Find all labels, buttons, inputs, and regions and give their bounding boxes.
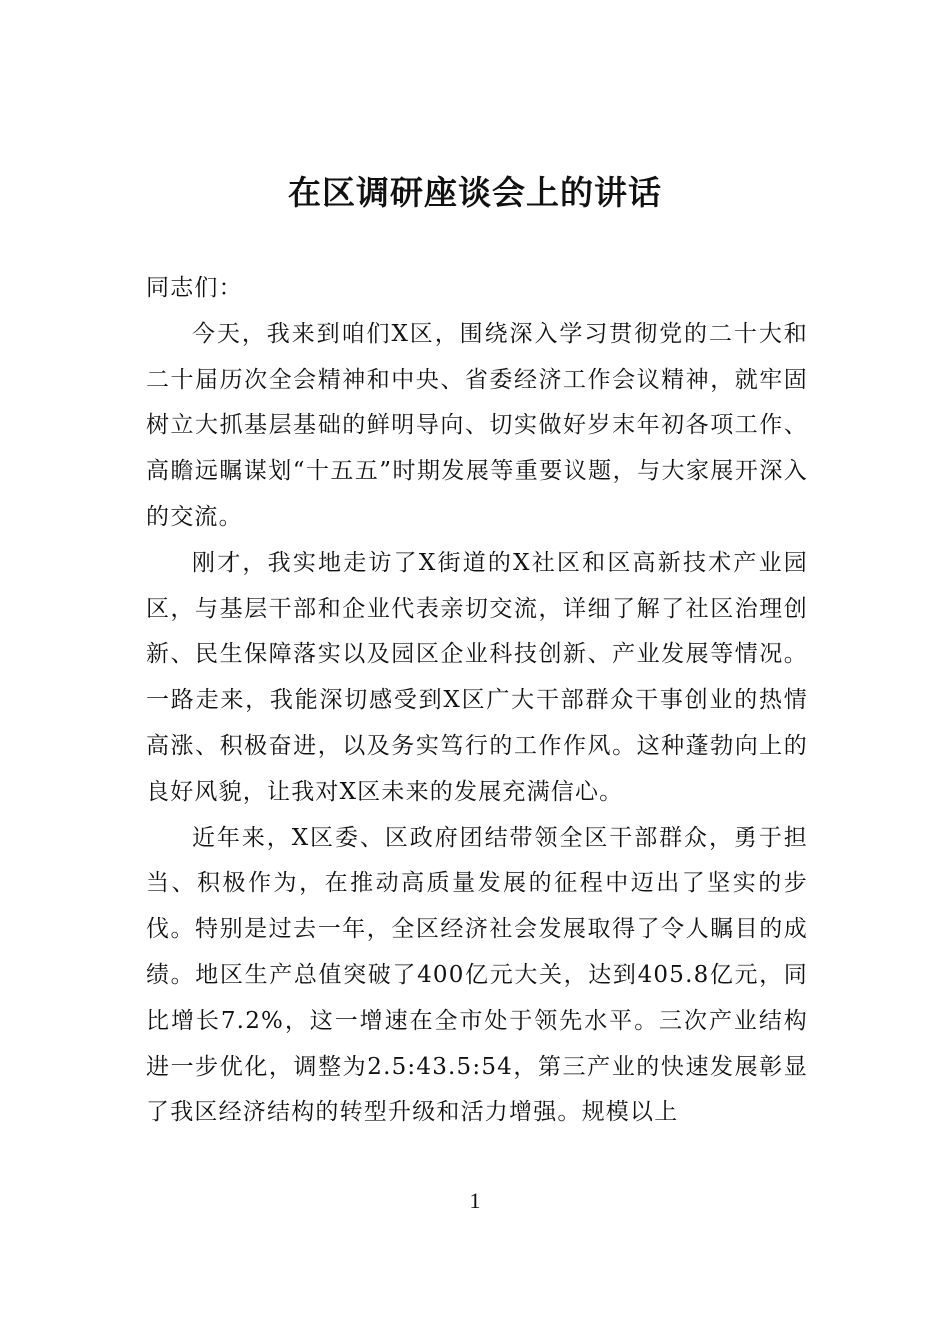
paragraph-3: 近年来，X区委、区政府团结带领全区干部群众，勇于担当、积极作为，在推动高质量发展的征程中迈出了坚实的步伐。特别是过去一年，全区经济社会发展取得了令人瞩目的成绩。地区生产总值突破了400亿元大关，达到405.8亿元，同比增长7.2%，这一增速在全市处于领先水平。三次产业结构进一步优化，调整为2.5:43.5:54，第三产业的快速发展彰显了我区经济结构的转型升级和活力增强。规模以上 (146, 824, 808, 1126)
document-title: 在区调研座谈会上的讲话 (288, 173, 662, 212)
paragraph-1: 今天，我来到咱们X区，围绕深入学习贯彻党的二十大和二十届历次全会精神和中央、省委经济工作会议精神，就牢固树立大抓基层基础的鲜明导向、切实做好岁末年初各项工作、高瞻远瞩谋划“十五五”时期发展等重要议题，与大家展开深入的交流。 (146, 320, 808, 530)
page-number: 1 (469, 1188, 481, 1213)
salutation: 同志们： (146, 275, 243, 301)
document-body (146, 266, 808, 1136)
paragraph-2: 刚才，我实地走访了X街道的X社区和区高新技术产业园区，与基层干部和企业代表亲切交流，详细了解了社区治理创新、民生保障落实以及园区企业科技创新、产业发展等情况。一路走来，我能深切感受到X区广大干部群众干事创业的热情高涨、积极奋进，以及务实笃行的工作作风。这种蓬勃向上的良好风貌，让我对X区未来的发展充满信心。 (146, 549, 808, 805)
